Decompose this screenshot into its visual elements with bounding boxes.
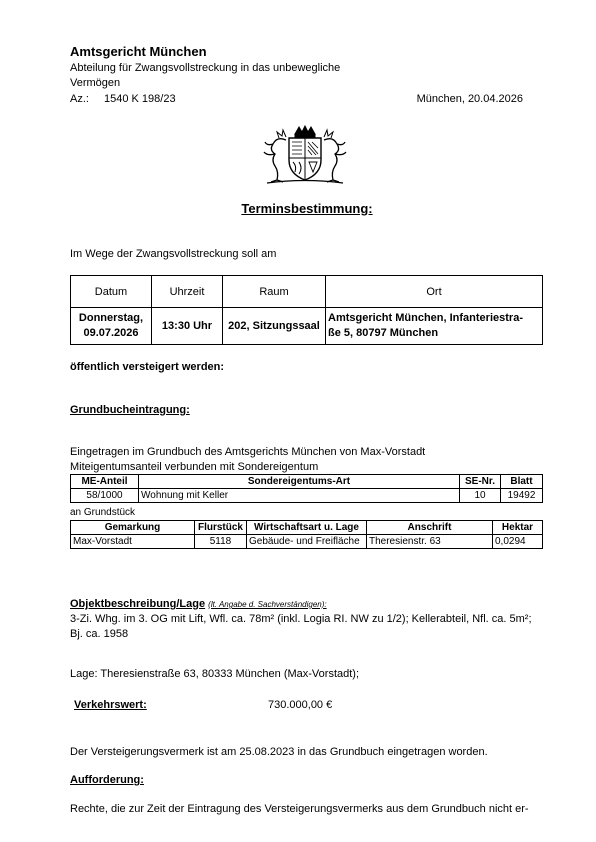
- cell-wirtschaftsart: Gebäude- und Freifläche: [247, 535, 367, 549]
- cell-anschrift: Theresienstr. 63: [367, 535, 493, 549]
- termin-value-row: [71, 308, 543, 345]
- file-number-label: Az.:: [70, 93, 89, 105]
- header-datum: Datum: [71, 276, 152, 308]
- header-me-anteil: ME-Anteil: [71, 475, 139, 489]
- bavarian-coat-of-arms-icon: [259, 124, 351, 186]
- header-anschrift: Anschrift: [367, 521, 493, 535]
- ort-line-1: Amtsgericht München, Infanteriestra-: [328, 312, 523, 324]
- document-title: Terminsbestimmung:: [241, 201, 373, 216]
- aufforderung-heading: Aufforderung:: [70, 774, 144, 786]
- verkehrswert-value: 730.000,00 €: [268, 699, 333, 711]
- header-uhrzeit: Uhrzeit: [152, 276, 223, 308]
- vermerk-text: Der Versteigerungsvermerk ist am 25.08.2023 in das Grundbuch eingetragen worden.: [70, 746, 488, 758]
- department-line-2: Vermögen: [70, 77, 121, 89]
- header-ort: Ort: [326, 276, 543, 308]
- cell-gemarkung: Max-Vorstadt: [71, 535, 195, 549]
- cell-blatt: 19492: [501, 489, 543, 503]
- cell-sondereigentums-art: Wohnung mit Keller: [139, 489, 460, 503]
- grundstueck-table: [70, 520, 543, 549]
- termin-header-row: [71, 276, 543, 308]
- grundbuch-entry-line-2: Miteigentumsanteil verbunden mit Sondereigentum: [70, 461, 319, 473]
- intro-text: Im Wege der Zwangsvollstreckung soll am: [70, 248, 277, 260]
- auction-phrase: öffentlich versteigert werden:: [70, 361, 225, 373]
- header-se-nr: SE-Nr.: [460, 475, 501, 489]
- lage-text: Lage: Theresienstraße 63, 80333 München (Max-Vorstadt);: [70, 668, 360, 680]
- file-number: 1540 K 198/23: [104, 93, 176, 105]
- objekt-description-line-2: Bj. ca. 1958: [70, 628, 129, 640]
- verkehrswert-label: Verkehrswert:: [74, 699, 147, 711]
- table-row: [71, 489, 543, 503]
- header-sondereigentums-art: Sondereigentums-Art: [139, 475, 460, 489]
- place-date: München, 20.04.2026: [416, 93, 523, 105]
- aufforderung-text: Rechte, die zur Zeit der Eintragung des Versteigerungsvermerks aus dem Grundbuch nicht er-: [70, 803, 529, 815]
- cell-hektar: 0,0294: [493, 535, 543, 549]
- objekt-note: (lt. Angabe d. Sachverständigen):: [208, 600, 327, 609]
- table-row: [71, 535, 543, 549]
- objekt-heading: Objektbeschreibung/Lage: [70, 598, 206, 610]
- cell-ort: [326, 308, 543, 345]
- court-name: Amtsgericht München: [70, 44, 207, 59]
- header-hektar: Hektar: [493, 521, 543, 535]
- header-raum: Raum: [223, 276, 326, 308]
- table-header-row: [71, 475, 543, 489]
- cell-flurstueck: 5118: [195, 535, 247, 549]
- an-grundstueck-label: an Grundstück: [70, 507, 136, 518]
- cell-se-nr: 10: [460, 489, 501, 503]
- termin-table: [70, 275, 543, 345]
- header-flurstueck: Flurstück: [195, 521, 247, 535]
- grundbuch-entry-line-1: Eingetragen im Grundbuch des Amtsgerichts München von Max-Vorstadt: [70, 446, 426, 458]
- cell-raum: 202, Sitzungssaal: [223, 308, 326, 345]
- objekt-description-line-1: 3-Zi. Whg. im 3. OG mit Lift, Wfl. ca. 78m² (inkl. Logia RI. NW zu 1/2); Kellerabteil, Nfl. ca. 5m²;: [70, 613, 532, 625]
- header-gemarkung: Gemarkung: [71, 521, 195, 535]
- cell-datum: [71, 308, 152, 345]
- sondereigentum-table: [70, 474, 543, 503]
- header-blatt: Blatt: [501, 475, 543, 489]
- datum-weekday: Donnerstag,: [78, 312, 144, 324]
- cell-me-anteil: 58/1000: [71, 489, 139, 503]
- objekt-heading-line: [70, 597, 327, 612]
- grundbuch-heading: Grundbucheintragung:: [70, 404, 190, 416]
- ort-line-2: ße 5, 80797 München: [328, 327, 439, 339]
- department-line-1: Abteilung für Zwangsvollstreckung in das unbewegliche: [70, 62, 341, 74]
- header-wirtschaftsart: Wirtschaftsart u. Lage: [247, 521, 367, 535]
- datum-date: 09.07.2026: [83, 327, 139, 339]
- table-header-row: [71, 521, 543, 535]
- cell-uhrzeit: 13:30 Uhr: [152, 308, 223, 345]
